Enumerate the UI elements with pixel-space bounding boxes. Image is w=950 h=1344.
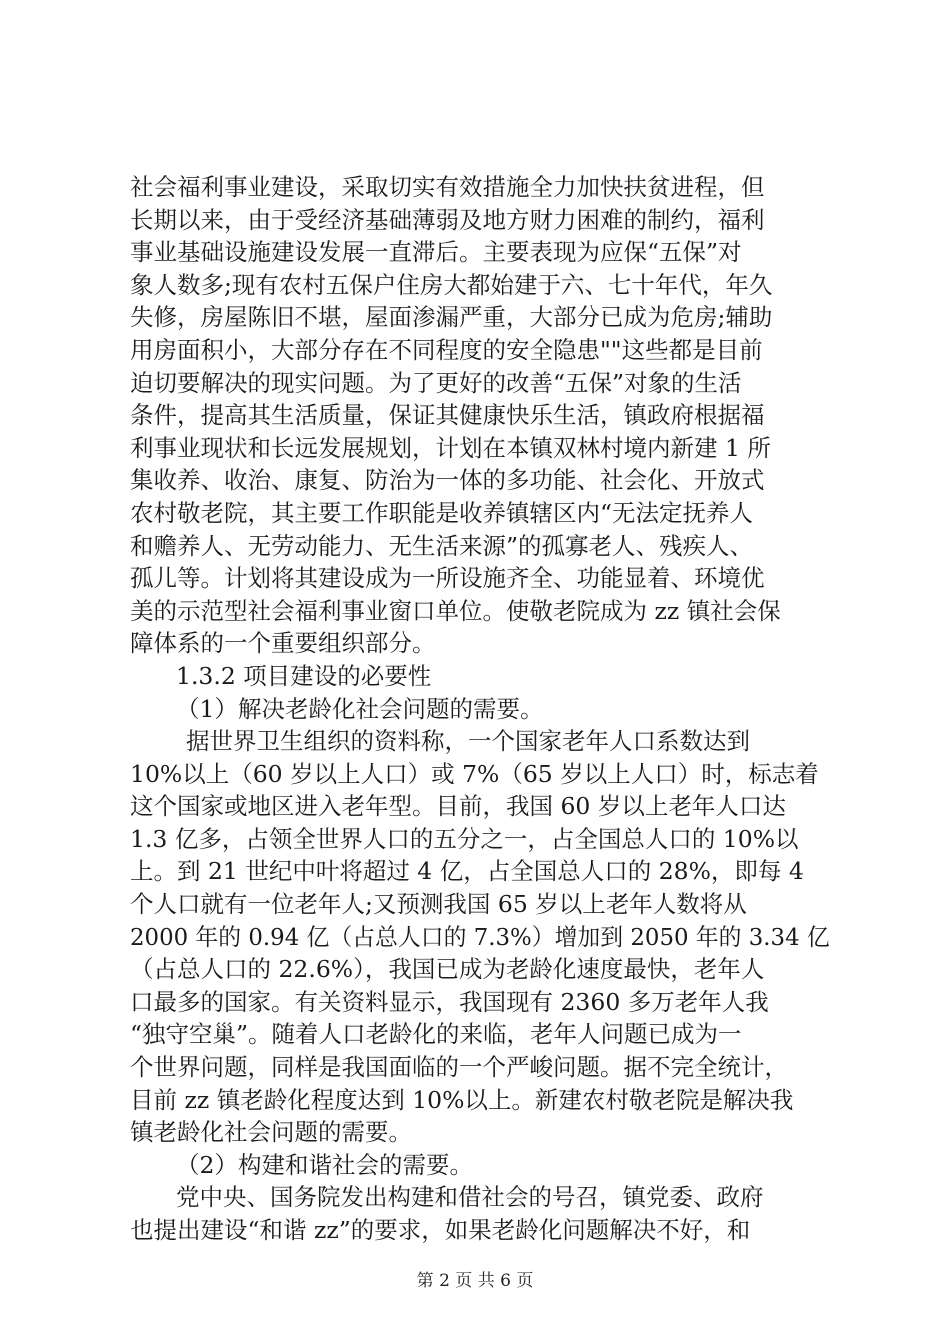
section-heading: 1.3.2 项目建设的必要性	[176, 661, 432, 690]
paragraph-line: 失修，房屋陈旧不堪，屋面渗漏严重，大部分已成为危房;辅助	[130, 303, 773, 332]
paragraph-line: 利事业现状和长远发展规划，计划在本镇双林村境内新建 1 所	[130, 433, 771, 462]
paragraph-line: 和赡养人、无劳动能力、无生活来源”的孤寡老人、残疾人、	[130, 531, 754, 560]
paragraph-line: 象人数多;现有农村五保户住房大都始建于六、七十年代，年久	[130, 270, 773, 299]
page-footer: 第 2 页 共 6 页	[416, 1271, 534, 1291]
paragraph-line: 事业基础设施建设发展一直滞后。主要表现为应保“五保”对	[130, 238, 742, 267]
subsection-heading: （2）构建和谐社会的需要。	[176, 1150, 473, 1179]
paragraph-line: 农村敬老院，其主要工作职能是收养镇辖区内“无法定抚养人	[130, 498, 754, 527]
paragraph-line: 党中央、国务院发出构建和借社会的号召，镇党委、政府	[176, 1183, 764, 1212]
paragraph-line: 用房面积小，大部分存在不同程度的安全隐患""这些都是目前	[130, 335, 763, 364]
paragraph-line: 集收养、收治、康复、防治为一体的多功能、社会化、开放式	[130, 466, 765, 495]
subsection-heading: （1）解决老龄化社会问题的需要。	[176, 694, 544, 723]
paragraph-line: 据世界卫生组织的资料称，一个国家老年人口系数达到	[186, 727, 750, 756]
paragraph-line: 条件，提高其生活质量，保证其健康快乐生活，镇政府根据福	[130, 401, 765, 430]
paragraph-line: “独守空巢”。随着人口老龄化的来临，老年人问题已成为一	[130, 1020, 742, 1049]
paragraph-line: 迫切要解决的现实问题。为了更好的改善“五保”对象的生活	[130, 368, 742, 397]
paragraph-line: 孤儿等。计划将其建设成为一所设施齐全、功能显着、环境优	[130, 564, 765, 593]
paragraph-line: 1.3 亿多，占领全世界人口的五分之一，占全国总人口的 10%以	[130, 824, 799, 853]
paragraph-line: 口最多的国家。有关资料显示，我国现有 2360 多万老年人我	[130, 987, 769, 1016]
paragraph-line: 这个国家或地区进入老年型。目前，我国 60 岁以上老年人口达	[130, 792, 786, 821]
paragraph-line: 2000 年的 0.94 亿（占总人口的 7.3%）增加到 2050 年的 3.34 亿	[130, 922, 830, 951]
paragraph-line: 也提出建设“和谐 zz”的要求，如果老龄化问题解决不好，和	[130, 1216, 751, 1244]
paragraph-line: 目前 zz 镇老龄化程度达到 10%以上。新建农村敬老院是解决我	[130, 1085, 794, 1114]
paragraph-line: （占总人口的 22.6%），我国已成为老龄化速度最快，老年人	[130, 955, 765, 984]
paragraph-line: 个人口就有一位老年人;又预测我国 65 岁以上老年人数将从	[130, 890, 747, 919]
body-text	[130, 171, 830, 1247]
paragraph-line: 社会福利事业建设，采取切实有效措施全力加快扶贫进程，但	[130, 173, 765, 201]
paragraph-line: 个世界问题，同样是我国面临的一个严峻问题。据不完全统计，	[130, 1053, 788, 1082]
paragraph-line: 障体系的一个重要组织部分。	[130, 629, 436, 658]
paragraph-line: 美的示范型社会福利事业窗口单位。使敬老院成为 zz 镇社会保	[130, 596, 781, 625]
paragraph-line: 上。到 21 世纪中叶将超过 4 亿，占全国总人口的 28%，即每 4	[130, 857, 804, 886]
paragraph-line: 10%以上（60 岁以上人口）或 7%（65 岁以上人口）时，标志着	[130, 759, 819, 788]
paragraph-line: 长期以来，由于受经济基础薄弱及地方财力困难的制约，福利	[130, 205, 765, 234]
paragraph-line: 镇老龄化社会问题的需要。	[130, 1118, 412, 1147]
